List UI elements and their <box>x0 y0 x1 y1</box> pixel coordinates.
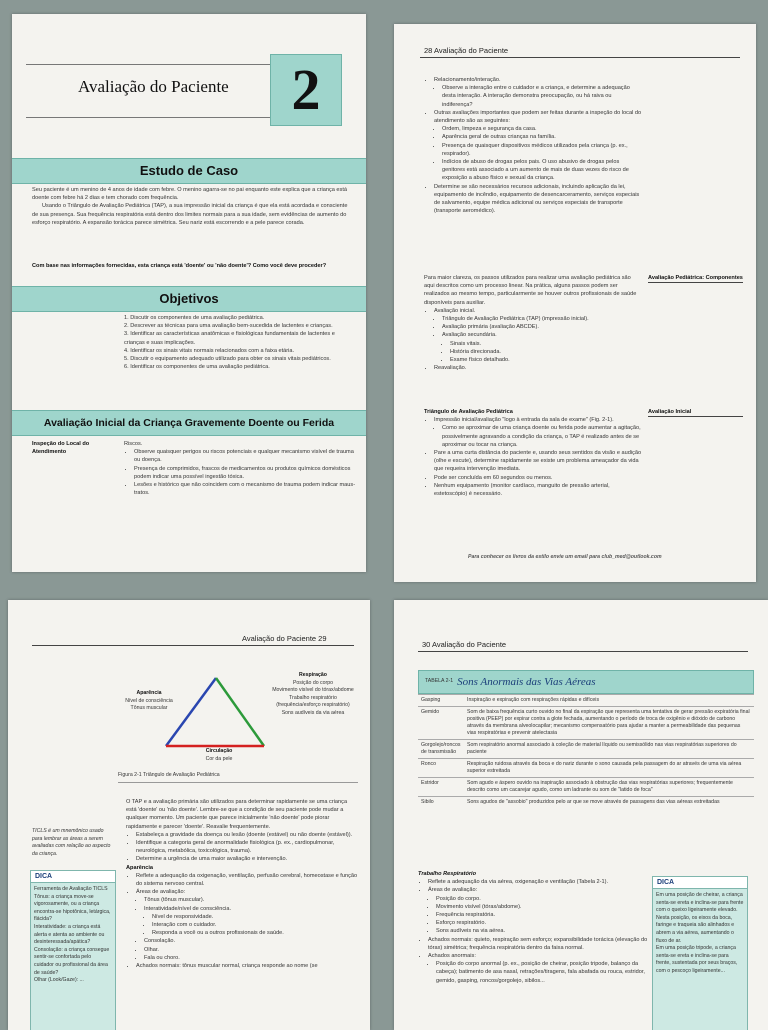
bullet-item: • Aparência geral de outras crianças na família. <box>442 133 642 141</box>
row-name: Gemido <box>418 707 464 740</box>
row-desc: Sons agudos de "assobio" produzidos pelo ar que se move através de passagens das vias aéreas estreitadas <box>464 797 754 809</box>
aparencia-item: • Achados normais: tônus muscular normal, criança responde ao nome (se <box>136 962 358 970</box>
table-row <box>418 778 754 797</box>
aparencia-item: • Tônus (tônus muscular). <box>144 896 358 904</box>
row-name: Gorgolejo/roncos de transmissão <box>418 740 464 759</box>
aparencia-item: • Olhar. <box>144 946 358 954</box>
trab-item: • Posição do corpo. <box>436 895 648 903</box>
row-desc: Som agudo e áspero ouvido na inspiração associado à obstrução das vias respiratórias superiores; frequentemente descrito como um cacarejar agudo, como um ladrante ou som de "latido de foca" <box>464 778 754 797</box>
trab-item: • Posição do corpo anormal (p. ex., posição de cheirar, posição tripode, balanço da cabeça); batimento de asa nasal, retrações/tiragens, fala abafada ou rouca, estridor, gemido, gasping, roncos/gorgolejo, sibilos... <box>436 960 648 985</box>
component-item: • Reavaliação. <box>434 364 642 372</box>
caption-rule <box>118 782 358 783</box>
bullet-item: • Observe a interação entre o cuidador e a criança, e determine a adequação desta interação. A interação demonstra preocupação, ou há raiva ou indiferença? <box>442 84 642 109</box>
tap-figure <box>118 670 354 766</box>
trab-item: • Sons audíveis na via aérea. <box>436 927 648 935</box>
objective-item: 1. Discutir os componentes de uma avaliação pediátrica. <box>124 315 265 321</box>
bullet-item: • Outras avaliações importantes que podem ser feitas durante a inspeção do local do atendimento são as seguintes: <box>434 109 642 125</box>
figure-caption: Figura 2-1 Triângulo de Avaliação Pediátrica <box>118 772 220 778</box>
page-header: Avaliação do Paciente 29 <box>242 634 327 643</box>
table-row <box>418 707 754 740</box>
tap-item: • Nenhum equipamento (monitor cardíaco, manguito de pressão arterial, estetoscópio) é necessário. <box>434 482 642 498</box>
chapter-title-box <box>26 64 270 118</box>
table-2-1 <box>418 670 754 808</box>
objective-item: 3. Identificar as características anatômicas e fisiológicas fundamentais de lactentes e crianças e suas implicações. <box>124 331 335 346</box>
dica-item: Em uma posição tripode, a criança senta-se ereta e inclina-se para frente, sustentada por seus braços, com o pescoço ligeiramente... <box>656 945 738 974</box>
header-rule <box>420 57 740 58</box>
bullet-item: • Ordem, limpeza e segurança da casa. <box>442 125 642 133</box>
airway-sounds-table <box>418 694 754 808</box>
component-item: • Avaliação primária (avaliação ABCDE). <box>442 323 642 331</box>
row-name: Estridor <box>418 778 464 797</box>
intro-paragraph: Para maior clareza, os passos utilizados para realizar uma avaliação pediátrica são aqui descritos como um processo linear. Na prática, alguns passos podem ser realizados ao mesmo tempo, particularmente se houver outros profissionais de saúde disponíveis para auxiliar. <box>424 275 637 306</box>
triangle-left-label: Aparência Nível de consciência Tônus muscular <box>125 690 173 712</box>
dica-box <box>30 870 116 1030</box>
dica-title: DICA <box>31 871 115 883</box>
dica-item: Olhar (Look/Gaze): ... <box>34 977 84 984</box>
side-note: TICLS é um mnemônico usado para lembrar as áreas a serem avaliadas com relação ao aspecto da criança. <box>32 828 111 857</box>
aparencia-title: Aparência <box>126 864 154 871</box>
body-bullet: • Determine a urgência de uma maior avaliação e intervenção. <box>136 855 358 863</box>
table-row <box>418 740 754 759</box>
table-row <box>418 695 754 707</box>
trab-item: • Frequência respiratória. <box>436 911 648 919</box>
row-name: Gasping <box>418 695 464 707</box>
chapter-title: Avaliação do Paciente <box>78 77 229 96</box>
tap-item: • Impressão inicial/avaliação "logo à entrada da sala de exame" (Fig. 2-1). <box>434 416 642 424</box>
aparencia-item: • Interatividade/nível de consciência. <box>144 905 358 913</box>
dica-item: Consolação: a criança consegue sentir-se confortada pelo cuidador ou profissional da área de saúde? <box>34 946 110 976</box>
aparencia-item: • Reflete a adequação da oxigenação, ventilação, perfusão cerebral, homeostase e função do sistema nervoso central. <box>136 872 358 888</box>
risks-title: Riscos. <box>124 441 143 447</box>
objective-item: 4. Identificar os sinais vitais normais relacionados com a faixa etária. <box>124 347 295 354</box>
table-title-bar <box>418 670 754 694</box>
aparencia-item: • Responda a você ou a outros profissionais de saúde. <box>152 929 358 937</box>
dica-item: Tônus: a criança move-se vigorosamente, ou a criança encontra-se hipotônica, letárgica, flácida? <box>34 893 111 923</box>
objectives-list <box>124 314 354 371</box>
body-paragraph: O TAP e a avaliação primária são utilizados para determinar rapidamente se uma criança está 'doente' ou 'não doente'. Lembre-se que a condição de seu paciente pode mudar a qualquer momento. Um paciente que parece inicialmente 'não doente' pode piorar rapidamente e parecer 'doente'. Reavalie frequentemente. <box>126 799 348 830</box>
aparencia-item: • Fala ou choro. <box>144 954 358 962</box>
trab-item: • Esforço respiratório. <box>436 919 648 927</box>
bullet-item: • Indícios de abuso de drogas pelos pais. O uso abusivo de drogas pelos genitores está associado a um aumento de mais de duas vezes do risco de exposição a abuso físico e sexual da criança. <box>442 158 642 183</box>
table-title: Sons Anormais das Vias Aéreas <box>457 676 596 688</box>
bullet-item: • Determine se são necessários recursos adicionais, incluindo aplicação da lei, equipamento de incêndio, equipamento de desencarceramento, serviços especiais de salvamento, equipe médica adicional ou serviços especiais de transporte (transporte aeromédico). <box>434 183 642 216</box>
objective-item: 5. Discutir o equipamento adequado utilizado para obter os sinais vitais pediátricos. <box>124 356 331 363</box>
objective-item: 6. Identificar os componentes de uma avaliação pediátrica. <box>124 364 270 371</box>
row-desc: Inspiração e expiração com respirações rápidas e difíceis <box>464 695 754 707</box>
tap-block <box>424 408 642 498</box>
trab-item: • Movimento visível (tórax/abdome). <box>436 903 648 911</box>
side-label-inspection: Inspeção do Local do Atendimento <box>32 441 90 456</box>
table-label: TABELA 2-1 <box>425 678 454 685</box>
dica-title: DICA <box>653 877 747 889</box>
triangle-right-edge <box>216 678 264 746</box>
component-item: • Avaliação secundária. <box>442 331 642 339</box>
row-desc: Respiração ruidosa através da boca e do nariz durante o sono causada pela passagem do ar através de uma via aérea superior estreitada <box>464 759 754 778</box>
page-1 <box>12 14 366 572</box>
dica-content <box>31 883 115 988</box>
trab-item: • Achados anormais: <box>428 952 648 960</box>
header-rule <box>418 651 748 652</box>
top-bullets <box>424 76 642 215</box>
component-item: • Avaliação inicial. <box>434 307 642 315</box>
trab-item: • Áreas de avaliação: <box>428 886 648 894</box>
tap-item: • Pode ser concluída em 60 segundos ou menos. <box>434 474 642 482</box>
page-3 <box>8 600 370 1030</box>
section-header: Avaliação Inicial da Criança Gravemente Doente ou Ferida <box>12 410 366 436</box>
row-name: Ronco <box>418 759 464 778</box>
trab-item: • Reflete a adequação da via aérea, oxigenação e ventilação (Tabela 2-1). <box>428 878 648 886</box>
row-desc: Som de baixa frequência curto ouvido no final da expiração que representa uma tentativa de gerar pressão expiratória final positiva (PEEP) por expirar contra a glote fechada, aumentando o período de troca de oxigênio e dióxido de carbono através da membrana alveolocapilar; mecanismo compensatório para ajudar a manter a permeabilidade das pequenas vias respiratórias e prevenir atelectasia <box>464 707 754 740</box>
component-item: • História direcionada. <box>450 348 642 356</box>
triangle-bottom-label: Circulação Cor da pele <box>205 748 233 762</box>
side-label-initial: Avaliação Inicial <box>648 408 743 417</box>
page-footer: Para conhecer os livros da estilo envie um email para club_med@outlook.com <box>468 554 662 560</box>
row-desc: Som respiratório anormal associado à coleção de material líquido ou semissólido nas vias respiratórias superiores do paciente <box>464 740 754 759</box>
risk-item: • Observe quaisquer perigos ou riscos potenciais e qualquer mecanismo visível de trauma ou doença. <box>134 448 356 464</box>
risk-item: • Lesões e histórico que não coincidem com o mecanismo de trauma podem indicar maus-tratos. <box>134 481 356 497</box>
row-name: Sibilo <box>418 797 464 809</box>
dica-content <box>653 889 747 979</box>
side-label-components: Avaliação Pediátrica: Componentes <box>648 274 743 283</box>
page-header: 30 Avaliação do Paciente <box>422 640 507 649</box>
risks-block <box>124 440 356 497</box>
components-block <box>424 274 642 372</box>
aparencia-item: • Áreas de avaliação: <box>136 888 358 896</box>
dica-item: Em uma posição de cheirar, a criança senta-se ereta e inclina-se para frente com o queixo ligeiramente elevado. Nesta posição, os eixos da boca, faringe e traqueia são alinhados e abrem a via aérea, aumentando o fluxo de ar. <box>656 892 744 944</box>
table-row <box>418 759 754 778</box>
risk-item: • Presença de comprimidos, frascos de medicamentos ou produtos químicos domésticos podem indicar uma possível ingestão tóxica. <box>134 465 356 481</box>
trab-item: • Achados normais: quieto, respiração sem esforço; expansibilidade torácica (elevação do tórax) simétrica; frequência respiratória dentro da faixa normal. <box>428 936 648 952</box>
chapter-number-box <box>270 54 342 126</box>
aparencia-item: • Nível de responsividade. <box>152 913 358 921</box>
case-paragraph-1: Seu paciente é um menino de 4 anos de idade com febre. O menino agarra-se no pai enquanto este explica que a criança está doente com febre há 2 dias e tem chorado com frequência. <box>32 187 348 202</box>
aparencia-item: • Interação com o cuidador. <box>152 921 358 929</box>
trabalho-block <box>418 870 648 985</box>
trabalho-title: Trabalho Respiratório <box>418 871 477 877</box>
header-rule <box>32 645 354 646</box>
case-question: Com base nas informações fornecidas, esta criança está 'doente' ou 'não doente'? Como você deve proceder? <box>32 263 327 269</box>
objectives-header: Objetivos <box>12 286 366 312</box>
tap-item: • Pare a uma curta distância do paciente e, usando seus sentidos da visão e audição (olhe e escute), determine rapidamente se existe um problema ameaçador da vida que requeira intervenção imediata. <box>434 449 642 474</box>
dica-item: Interatividade: a criança está alerta e atenta ao ambiente ou desinteressada/apática? <box>34 923 105 946</box>
body-bullet: • Estabeleça a gravidade da doença ou lesão (doente (estável) ou não doente (estável)). <box>136 831 358 839</box>
body-bullet: • Identifique a categoria geral de anormalidade fisiológica (p. ex., cardiopulmonar, neurológica, metabólica, toxicológica, trauma). <box>136 839 358 855</box>
bullet-item: • Relacionamento/interação. <box>434 76 642 84</box>
case-text <box>32 186 350 227</box>
tap-item: • Como se aproximar de uma criança doente ou ferida pode aumentar a agitação, possivelmente agravando a condição da criança, o TAP é realizado antes de se aproximar ou tocar na criança. <box>442 424 642 449</box>
chapter-number: 2 <box>291 57 321 122</box>
page-2 <box>394 24 756 582</box>
tap-title: Triângulo de Avaliação Pediátrica <box>424 409 513 415</box>
triangle-top-label: Respiração Posição do corpo Movimento visível do tórax/abdome Trabalho respiratório (frequência/esforço respiratório) Sons audíveis da via aérea <box>272 672 354 716</box>
table-row <box>418 797 754 809</box>
case-study-header: Estudo de Caso <box>12 158 366 184</box>
component-item: • Sinais vitais. <box>450 340 642 348</box>
bullet-item: • Presença de quaisquer dispositivos médicos utilizados pela criança (p. ex., respirador). <box>442 142 642 158</box>
dica-item: Ferramenta de Avaliação TICLS <box>34 886 108 892</box>
component-item: • Exame físico detalhado. <box>450 356 642 364</box>
objective-item: 2. Descrever as técnicas para uma avaliação bem-sucedida de lactentes e crianças. <box>124 323 333 330</box>
page-4 <box>394 600 768 1030</box>
dica-box <box>652 876 748 1030</box>
case-paragraph-2: Usando o Triângulo de Avaliação Pediátrica (TAP), a sua impressão inicial da criança é que ela está acordada e consciente de sua presença. Sua frequência respiratória está dentro dos limites normais para a sua idade, sem evidências de aumento do esforço respiratório. A expansão torácica parece simétrica. Seu nariz está escorrendo e a pele parece corada. <box>32 203 348 226</box>
aparencia-item: • Consolação. <box>144 937 358 945</box>
component-item: • Triângulo de Avaliação Pediátrica (TAP) (impressão inicial). <box>442 315 642 323</box>
body-block <box>126 798 358 970</box>
page-header: 28 Avaliação do Paciente <box>424 46 509 55</box>
